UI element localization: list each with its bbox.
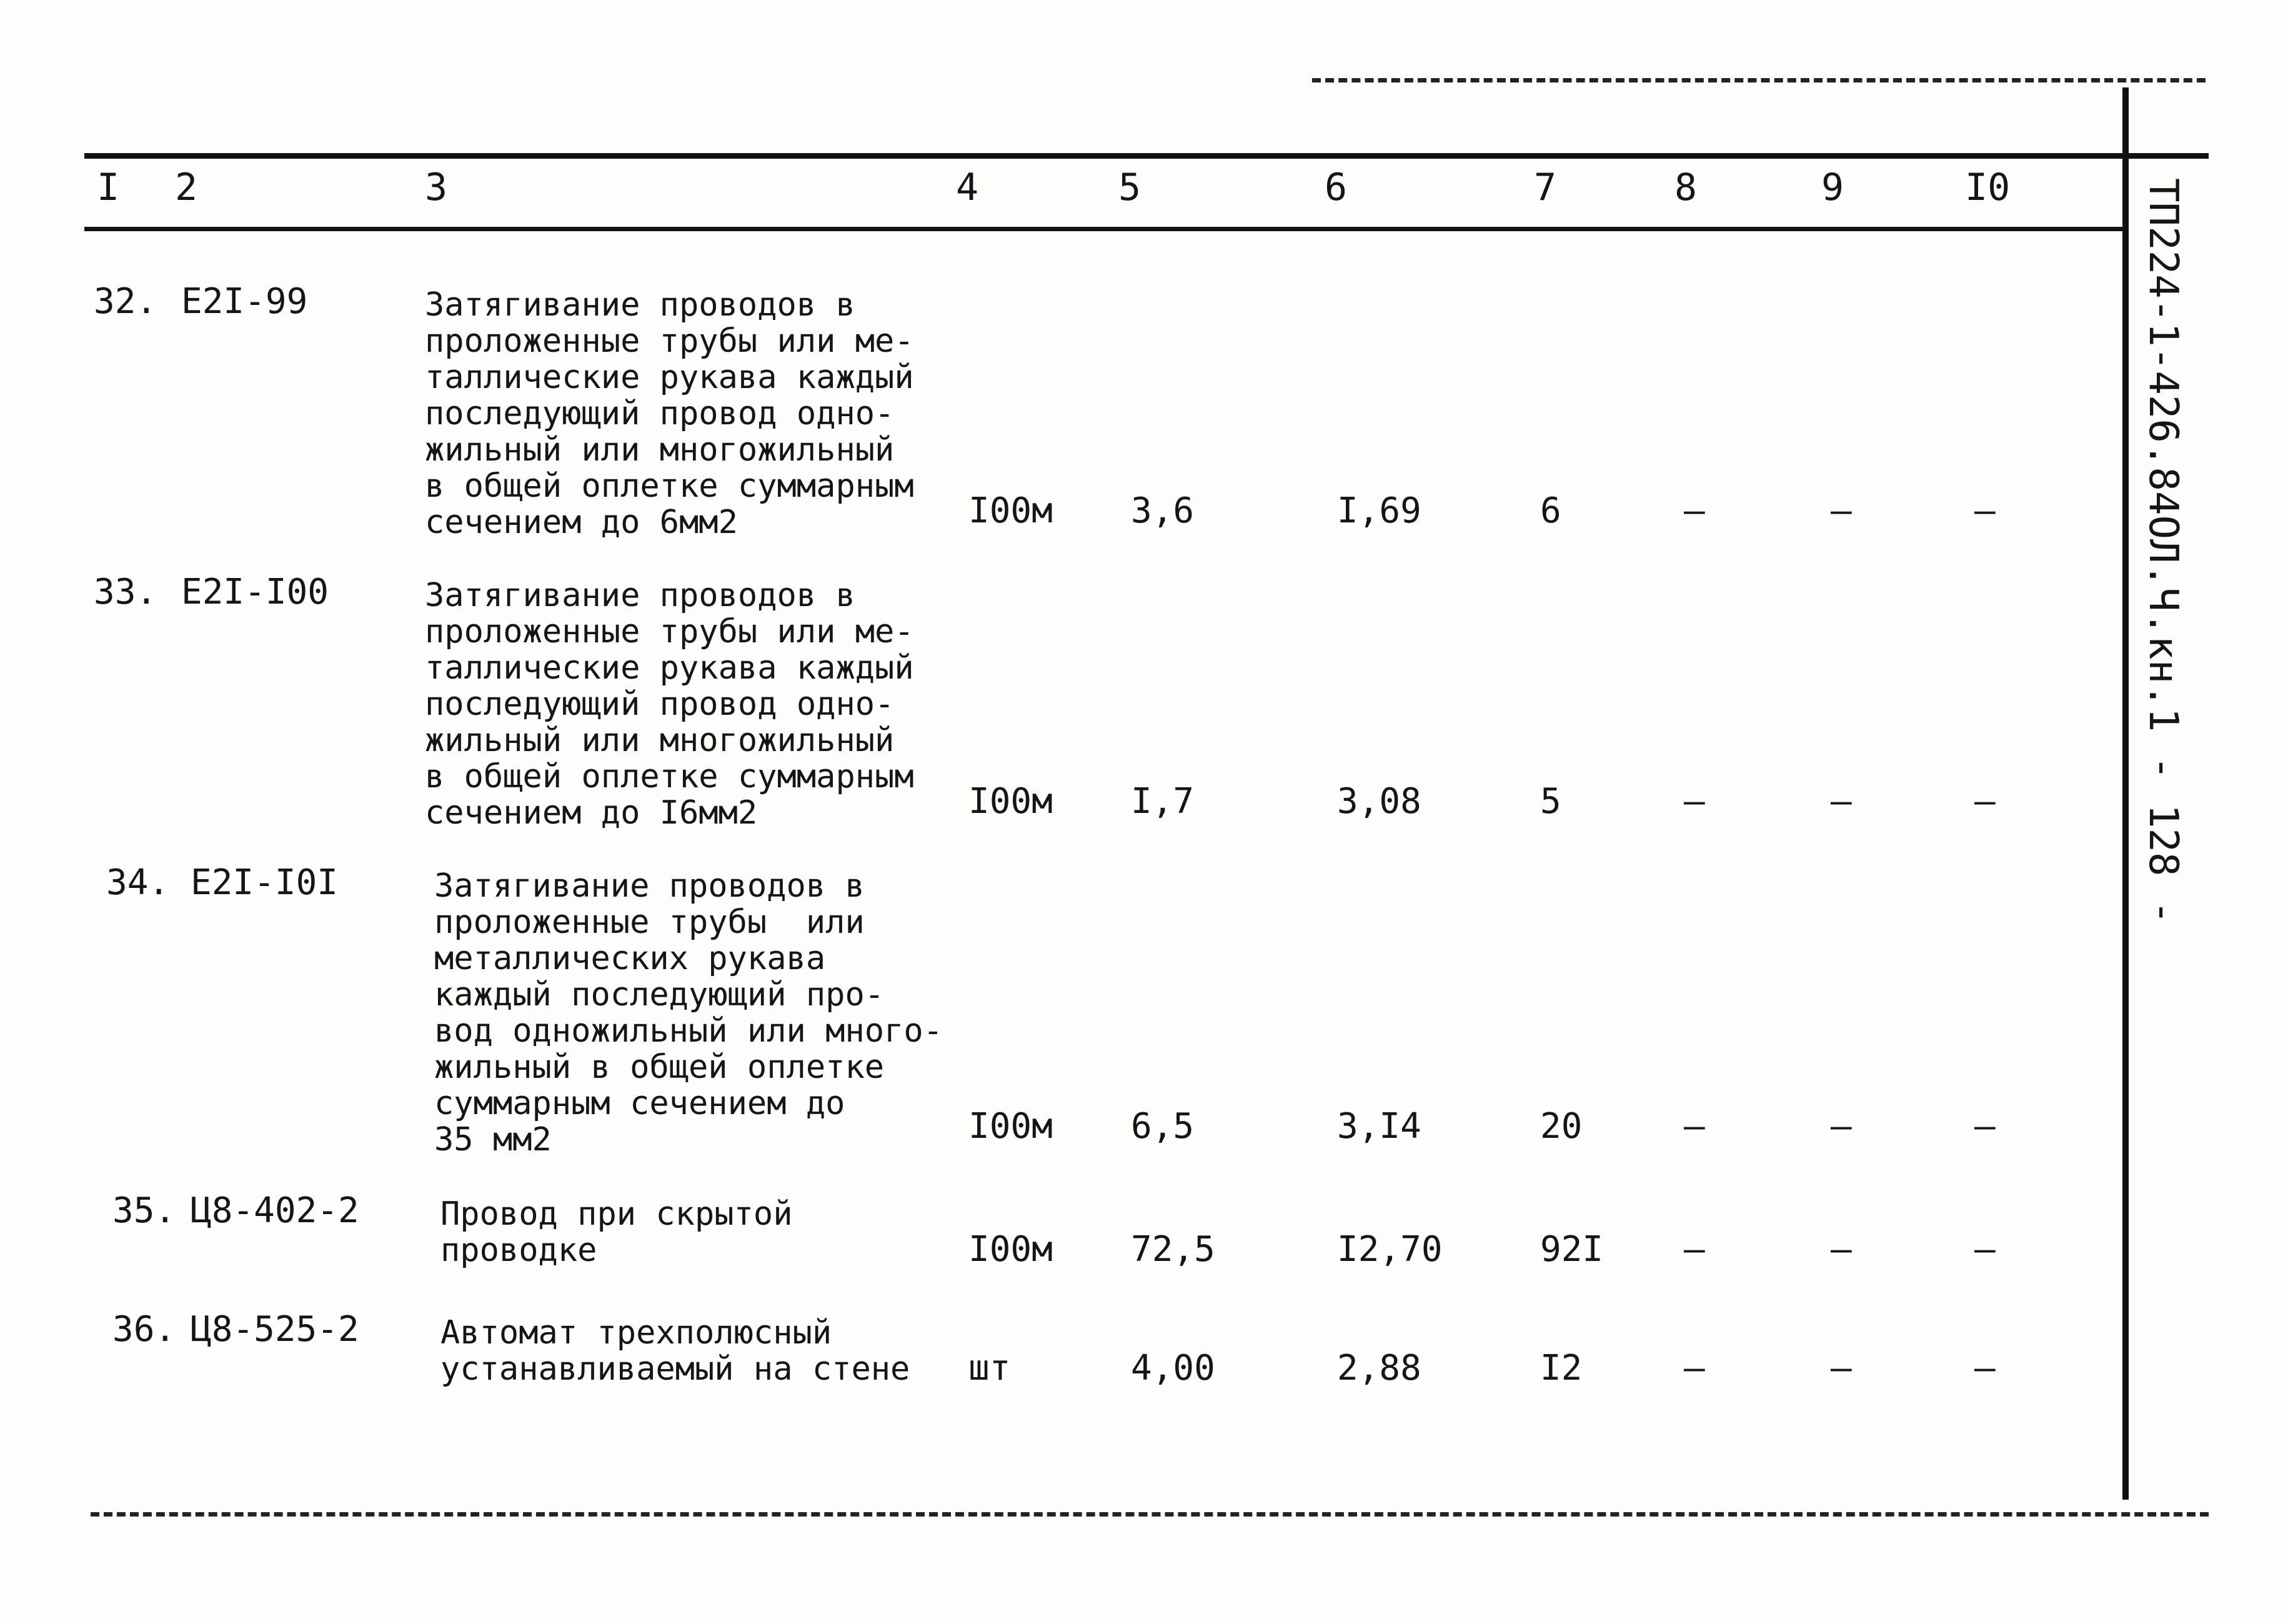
top-dashed-line [1312, 78, 2206, 82]
row-col-5: I,7 [1131, 781, 1195, 822]
header-col-10: I0 [1965, 166, 2011, 209]
header-col-8: 8 [1674, 166, 1698, 209]
row-col-9: – [1831, 781, 1852, 822]
row-unit: I00м [968, 781, 1053, 822]
row-col-7: 6 [1540, 491, 1561, 531]
row-col-9: – [1831, 1348, 1852, 1388]
row-code: Ц8-525-2 [191, 1309, 359, 1350]
right-border-line [2122, 87, 2129, 1500]
row-col-9: – [1831, 1229, 1852, 1270]
row-code: Е2I-99 [181, 281, 308, 322]
row-number: 34. [106, 862, 170, 903]
row-col-9: – [1831, 491, 1852, 531]
row-col-10: – [1974, 1348, 1996, 1388]
row-number: 35. [112, 1190, 176, 1231]
row-description: Автомат трехполюсный устанавливаемый на стене [440, 1314, 910, 1388]
bottom-dashed-line [91, 1512, 2209, 1517]
header-col-2: 2 [175, 166, 198, 209]
row-col-8: – [1684, 1348, 1705, 1388]
row-code: Ц8-402-2 [191, 1190, 359, 1231]
row-col-10: – [1974, 781, 1996, 822]
row-col-6: 3,I4 [1337, 1106, 1421, 1147]
row-col-7: 92I [1540, 1229, 1604, 1270]
row-col-8: – [1684, 1229, 1705, 1270]
row-col-8: – [1684, 491, 1705, 531]
row-col-7: I2 [1540, 1348, 1583, 1388]
row-col-5: 6,5 [1131, 1106, 1195, 1147]
row-col-6: I,69 [1337, 491, 1421, 531]
table-top-rule [84, 153, 2209, 159]
row-col-10: – [1974, 1229, 1996, 1270]
row-col-6: 3,08 [1337, 781, 1421, 822]
header-col-4: 4 [956, 166, 979, 209]
row-col-8: – [1684, 1106, 1705, 1147]
header-col-1: I [97, 166, 120, 209]
header-col-6: 6 [1325, 166, 1348, 209]
row-description: Провод при скрытой проводке [440, 1195, 793, 1269]
row-description: Затягивание проводов в проложенные трубы или металлических рукава каждый последующий про- вод одножильный или много- жильный в общей оплетке суммарным сечением до 35 мм2 [434, 867, 943, 1158]
row-unit: I00м [968, 1229, 1053, 1270]
row-description: Затягивание проводов в проложенные трубы или ме- таллические рукава каждый последующий провод одно- жильный или многожильный в общей оплетке суммарным сечением до I6мм2 [425, 577, 914, 832]
header-col-7: 7 [1534, 166, 1557, 209]
document-code-side-title: ТП224-1-426.84ОЛ.Ч.кн.1 - 128 - [2140, 178, 2186, 925]
row-unit: шт [968, 1348, 1011, 1388]
row-number: 33. [94, 572, 157, 612]
row-number: 36. [112, 1309, 176, 1350]
row-col-8: – [1684, 781, 1705, 822]
row-code: Е2I-I00 [181, 572, 329, 612]
header-col-5: 5 [1118, 166, 1142, 209]
header-col-3: 3 [425, 166, 448, 209]
row-unit: I00м [968, 491, 1053, 531]
row-col-7: 5 [1540, 781, 1561, 822]
row-col-9: – [1831, 1106, 1852, 1147]
row-col-10: – [1974, 1106, 1996, 1147]
row-col-5: 72,5 [1131, 1229, 1215, 1270]
row-number: 32. [94, 281, 157, 322]
row-code: Е2I-I0I [191, 862, 339, 903]
row-description: Затягивание проводов в проложенные трубы или ме- таллические рукава каждый последующий провод одно- жильный или многожильный в общей оплетке суммарным сечением до 6мм2 [425, 286, 914, 541]
header-col-9: 9 [1821, 166, 1844, 209]
row-col-10: – [1974, 491, 1996, 531]
header-bottom-rule [84, 227, 2124, 231]
row-unit: I00м [968, 1106, 1053, 1147]
row-col-7: 20 [1540, 1106, 1583, 1147]
row-col-5: 4,00 [1131, 1348, 1215, 1388]
row-col-6: I2,70 [1337, 1229, 1443, 1270]
row-col-5: 3,6 [1131, 491, 1195, 531]
row-col-6: 2,88 [1337, 1348, 1421, 1388]
